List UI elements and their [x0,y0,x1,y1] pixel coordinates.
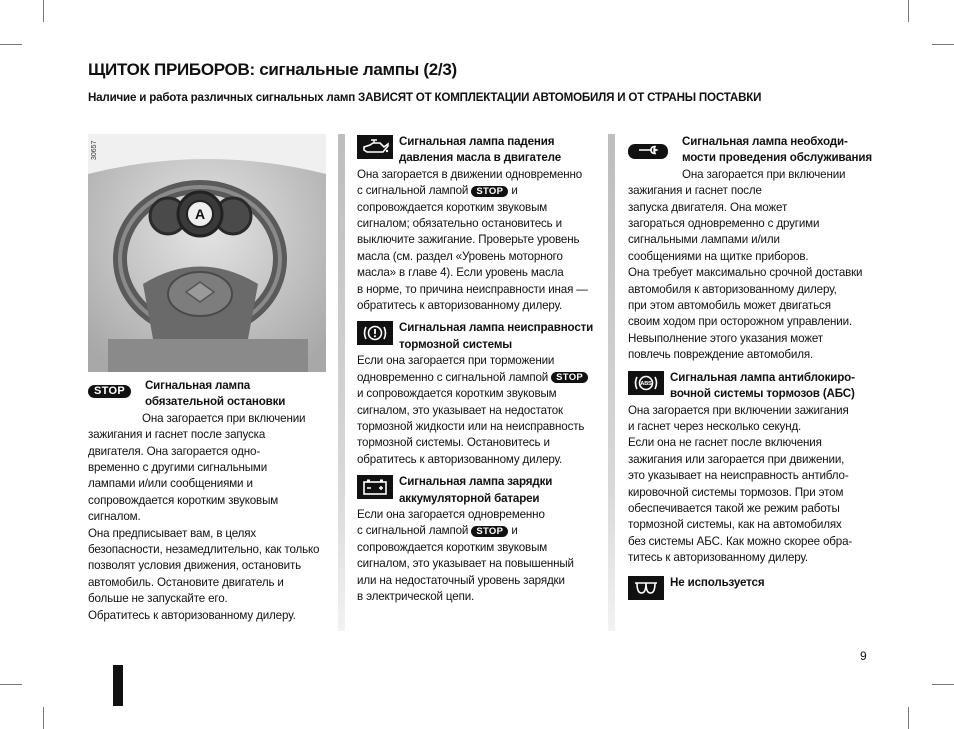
oil-pressure-section [357,134,602,314]
body-line: Обратитесь к авторизованному дилеру. [88,608,296,622]
body-line: запуска двигателя. Она может [628,200,788,214]
body-line: и гаснет через несколько секунд. [628,419,802,433]
body-line: лампами и/или сообщениями и [88,477,253,491]
crop-mark [908,707,909,729]
steering-wheel-illustration [88,134,326,372]
glow-plug-icon [628,576,664,600]
section-title: тормозной системы [399,337,513,351]
stop-lamp-section [88,378,336,624]
body-line: больше не запускайте его. [88,592,228,606]
section-title: Сигнальная лампа [144,379,251,392]
body-line: титесь к авторизованному дилеру. [628,551,808,565]
page-subtitle: Наличие и работа различных сигнальных ламп ЗАВИСЯТ ОТ КОМПЛЕКТАЦИИ АВТОМОБИЛЯ И ОТ СТРАНЫ ПОСТАВКИ [88,91,762,104]
body-line: тормозной системы. Остановитесь и [357,436,550,450]
body-line: Если она загорается одновременно [357,507,545,521]
dashboard-photo [88,134,326,372]
body-line: одновременно с сигнальной лампой [357,370,549,384]
crop-mark [908,0,909,22]
body-line: обратитесь к авторизованному дилеру. [357,452,563,466]
section-title: давления масла в двигателе [399,151,562,165]
crop-mark [43,0,44,22]
body-line: Она загорается при включении [682,167,846,181]
stop-lamp-icon: STOP [471,526,508,537]
crop-mark [0,684,22,685]
body-line: с сигнальной лампой [357,524,469,538]
body-line: это указывает на неисправность антибло- [628,469,849,483]
body-line: масла» в главе 4). Если уровень масла [357,266,564,280]
body-line: сопровождается коротким звуковым [357,200,548,214]
body-line: повлечь повреждение автомобиля. [628,348,814,362]
section-title: вочной системы тормозов (АБС) [670,387,855,401]
body-line: масла (см. раздел «Уровень моторного [357,249,563,263]
body-line: позволят условия движения, остановить [88,559,302,573]
section-title: аккумуляторной батареи [399,491,540,505]
body-line: автомобиля к авторизованному дилеру, [628,282,837,296]
stop-lamp-icon: STOP [88,385,131,398]
body-line: Если она загорается при торможении [357,354,555,368]
body-line: временно с другими сигнальными [88,461,268,475]
column-separator [608,134,615,631]
body-line: кировочной системы тормозов. При этом [628,485,844,499]
body-line: сопровождается коротким звуковым [357,540,548,554]
body-line: своим ходом при осторожном управлении. [628,315,853,329]
body-line: сигнальными лампами и/или [628,233,780,247]
section-title: Сигнальная лампа антиблокиро- [670,370,855,384]
gauge-letter: A [194,206,206,222]
body-line: обратитесь к авторизованному дилеру. [357,299,563,313]
stop-lamp-icon: STOP [471,186,508,197]
stop-lamp-icon: STOP [551,372,588,383]
crop-mark [43,707,44,729]
body-line: безопасности, незамедлительно, как только [88,543,320,557]
body-line: зажигания или загорается при движении, [628,452,845,466]
body-line: с сигнальной лампой [357,184,469,198]
body-line: и [511,184,518,198]
body-line: зажигания и гаснет после запуска [88,428,266,442]
body-line: Если она не гаснет после включения [628,436,822,450]
body-line: тормозной системы, как на автомобилях [628,518,842,532]
body-line: Она загорается при включении зажигания [628,403,849,417]
body-line: сообщениями на щитке приборов. [628,249,809,263]
abs-icon [628,371,664,395]
wrench-icon [628,144,668,159]
crop-mark [0,44,22,45]
page-tab-marker [113,665,123,706]
section-title: мости проведения обслуживания [682,151,872,165]
body-line: зажигания и гаснет после [628,184,762,198]
brake-warning-icon [357,321,393,345]
battery-icon [357,475,393,499]
abs-icon-label: ABS [640,380,652,387]
body-line: в норме, то причина неисправности иная — [357,282,588,296]
brake-system-section [357,320,602,468]
body-line: автомобиль. Остановите двигатель и [88,575,284,589]
section-title: Сигнальная лампа необходи- [682,135,848,148]
body-line: сигналом. [88,510,141,524]
body-line: и сопровождается коротким звуковым [357,387,557,401]
column-3 [628,134,878,600]
body-line: при этом автомобиль может двигаться [628,299,831,313]
body-line: Она загорается в движении одновременно [357,167,583,181]
body-line: без системы АБС. Как можно скорее обра- [628,534,853,548]
body-line: сопровождается коротким звуковым [88,493,279,507]
body-line: Она требует максимально срочной доставки [628,266,863,280]
photo-reference-code: 30657 [91,140,98,160]
section-title: обязательной остановки [144,395,286,409]
crop-mark [932,44,954,45]
column-2 [357,134,602,605]
crop-mark [932,684,954,685]
section-title: Сигнальная лампа неисправности [399,321,594,335]
section-title: Сигнальная лампа зарядки [399,475,553,489]
body-line: загораться одновременно с другими [628,217,820,231]
body-line: сигналом, это указывает на недостаток [357,403,563,417]
unused-section [628,575,878,600]
section-title: Не используется [670,575,765,589]
body-line: сигналом; обязательно остановитесь и [357,217,562,231]
body-line: Она предписывает вам, в целях [88,526,257,540]
body-line: двигателя. Она загорается одно- [88,444,261,458]
body-line: обеспечивается такой же режим работы [628,501,840,515]
body-line: в электрической цепи. [357,589,475,603]
body-line: Она загорается при включении [142,411,306,425]
body-line: выключите зажигание. Проверьте уровень [357,233,580,247]
service-section [628,134,878,364]
page-title: ЩИТОК ПРИБОРОВ: сигнальные лампы (2/3) [88,60,457,79]
page-number: 9 [860,649,867,663]
body-line: и [511,524,518,538]
body-line: тормозной жидкости или на неисправность [357,419,585,433]
abs-section [628,370,878,567]
column-separator [338,134,345,631]
section-title: Сигнальная лампа падения [399,135,555,148]
body-line: или на недостаточный уровень зарядки [357,573,565,587]
body-line: сигналом, это указывает на повышенный [357,557,574,571]
battery-charge-section [357,474,602,605]
oil-can-icon [357,135,393,159]
body-line: Невыполнение этого указания может [628,331,823,345]
